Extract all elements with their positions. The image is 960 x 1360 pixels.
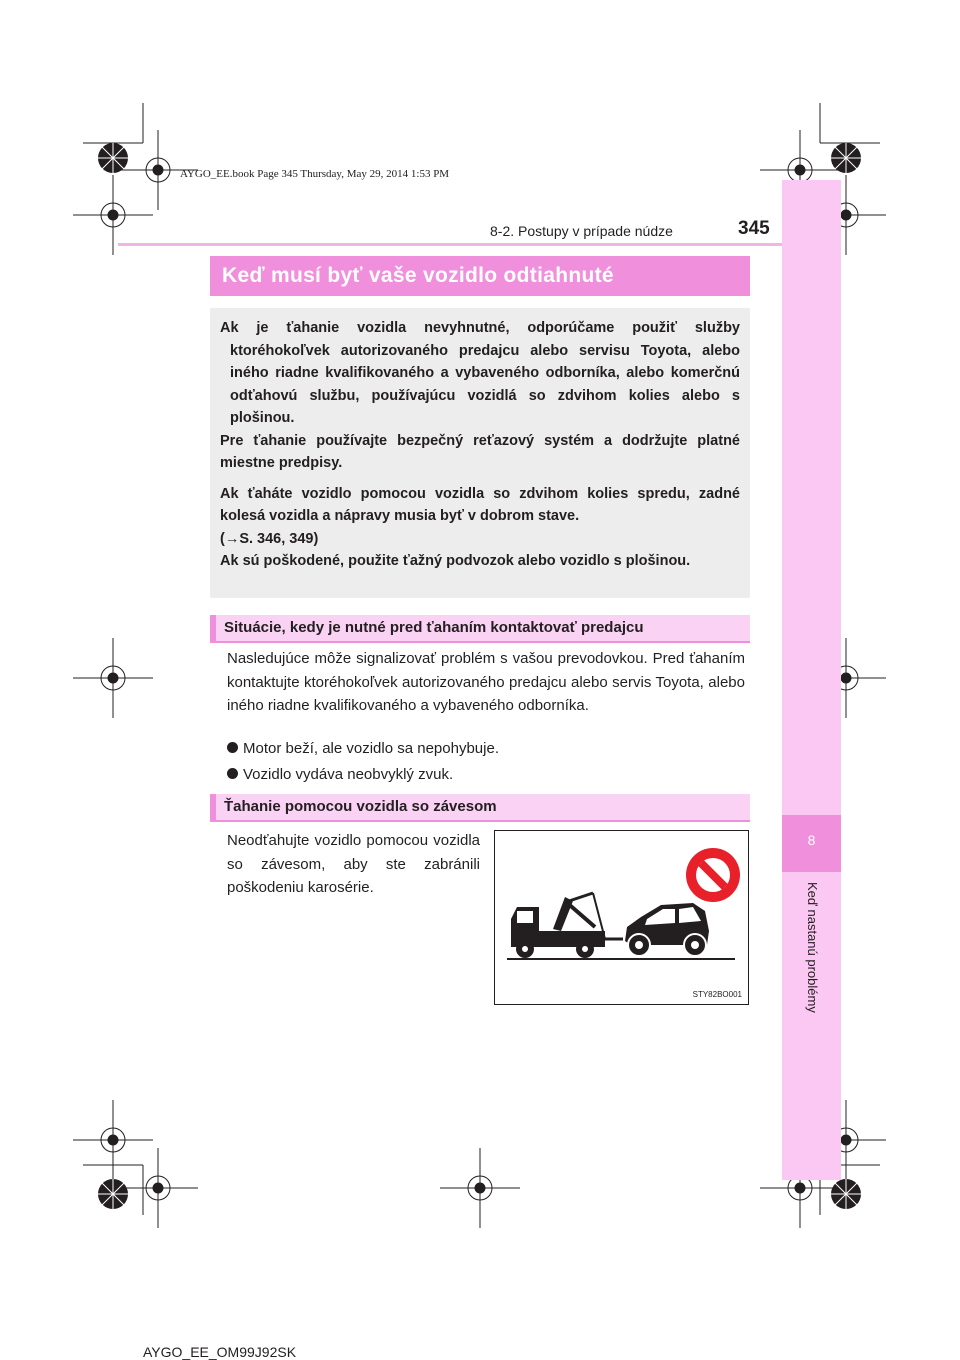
list-item: [227, 737, 499, 760]
heading-accent-bar: [210, 794, 216, 820]
intro-paragraph-1: Ak je ťahanie vozidla nevyhnutné, odporúčame použiť služby ktoréhokoľvek autorizovaného predajcu alebo servisu Toyota, alebo iného riadne kvalifikovaného a vybaveného odborníka, alebo komerčnú odťahovú službu, používajúcu vozidlá so zdvihom kolies alebo s plošinou.: [220, 320, 740, 426]
chapter-title: Keď nastanú problémy: [805, 882, 820, 1013]
page-title: Keď musí byť vaše vozidlo odtiahnuté: [222, 264, 614, 287]
section-heading-sling: [210, 794, 750, 822]
intro-paragraph-5: Ak sú poškodené, použite ťažný podvozok alebo vozidlo s plošinou.: [220, 553, 691, 569]
section-heading-sling-text: Ťahanie pomocou vozidla so závesom: [224, 798, 497, 815]
list-item: [227, 763, 453, 786]
section-heading-dealer-text: Situácie, kedy je nutné pred ťahaním kontaktovať predajcu: [224, 619, 644, 636]
sling-tow-illustration: [494, 830, 749, 1005]
book-info: AYGO_EE.book Page 345 Thursday, May 29, 2014 1:53 PM: [180, 168, 450, 180]
bullet-icon: [227, 742, 238, 753]
chapter-number: 8: [807, 832, 816, 848]
header-rule: [118, 243, 782, 246]
heading-accent-bar: [210, 615, 216, 641]
bullet-icon: [227, 768, 238, 779]
list-item-text: Motor beží, ale vozidlo sa nepohybuje.: [243, 740, 499, 757]
page-title-bar: [210, 256, 750, 296]
header-section-title: 8-2. Postupy v prípade núdze: [490, 223, 673, 239]
tow-truck-prohibited-icon: [495, 831, 748, 1004]
list-item-text: Vozidlo vydáva neobvyklý zvuk.: [243, 766, 454, 783]
section-heading-dealer: [210, 615, 750, 643]
page-number: 345: [738, 218, 770, 239]
intro-paragraph-3: Ak ťaháte vozidlo pomocou vozidla so zdvihom kolies spredu, zadné kolesá vozidla a nápravy musia byť v dobrom stave.: [220, 485, 740, 524]
intro-box: [210, 308, 750, 598]
footer-document-code: AYGO_EE_OM99J92SK: [143, 1344, 297, 1360]
intro-paragraph-2: Pre ťahanie používajte bezpečný reťazový systém a dodržujte platné miestne predpisy.: [220, 432, 740, 471]
intro-page-reference: (→S. 346, 349): [220, 530, 319, 547]
illustration-code: STY82BO001: [692, 990, 742, 999]
sling-paragraph: Neodťahujte vozidlo pomocou vozidla so závesom, aby ste zabránili poškodeniu karosérie.: [227, 832, 480, 896]
dealer-paragraph: Nasledujúce môže signalizovať problém s vašou prevodovkou. Pred ťahaním kontaktujte ktoréhokoľvek autorizovaného predajcu alebo servis Toyota, alebo iného riadne kvalifikovaného a vybaveného odborníka.: [227, 650, 745, 714]
